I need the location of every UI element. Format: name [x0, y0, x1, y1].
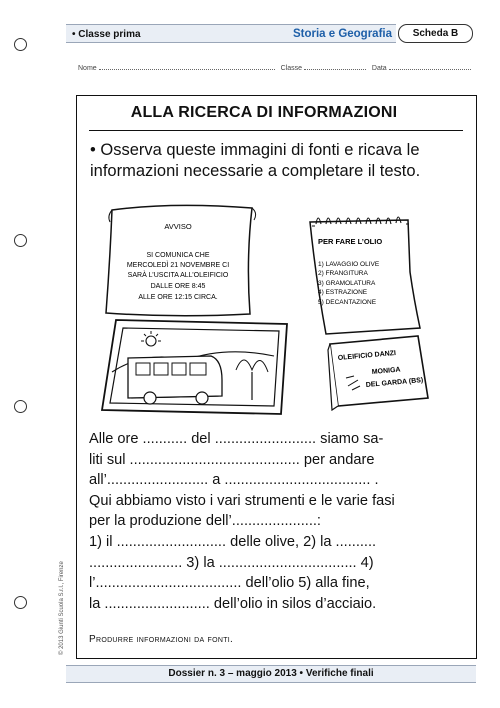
notice-line: SARÀ L’USCITA ALL’OLEIFICIO — [127, 272, 229, 279]
notice-line: MERCOLEDÌ 21 NOVEMBRE CI — [126, 262, 230, 269]
notice-line: DALLE ORE 8:45 — [150, 283, 206, 290]
notice-poster — [106, 205, 256, 315]
ticket-mill-name: OLEIFICIO DANZI — [337, 349, 397, 362]
name-label: Nome — [78, 65, 97, 72]
ticket-town: MONIGA — [371, 366, 401, 376]
worksheet-title: ALLA RICERCA DI INFORMAZIONI — [130, 104, 398, 121]
source-images — [76, 200, 477, 422]
exercise-line: all’......................... a .................................... . — [89, 472, 379, 489]
exercise-line: Alle ore ........... del ......................... siamo sa- — [89, 431, 384, 447]
ticket-place: DEL GARDA (BS) — [365, 377, 424, 389]
date-label: Data — [371, 65, 387, 72]
name-field[interactable] — [99, 63, 275, 70]
date-field[interactable] — [389, 63, 471, 70]
copyright-notice: © 2013 Giunti Scuola S.r.l., Firenze — [59, 561, 65, 655]
fill-in-exercise — [89, 429, 471, 614]
exercise-line: l’.................................... dell’olio 5) alla fine, — [89, 575, 370, 592]
learning-objective: Produrre informazioni da fonti. — [89, 634, 234, 645]
exercise-line: per la produzione dell’.....................: — [89, 513, 321, 530]
notebook-step: 3) GRAMOLATURA — [318, 280, 376, 287]
notebook-step: 1) LAVAGGIO OLIVE — [318, 261, 380, 268]
class-field[interactable] — [304, 63, 366, 70]
bus-photo — [102, 320, 287, 414]
notebook-step: 5) DECANTAZIONE — [318, 299, 377, 306]
notice-heading: AVVISO — [164, 222, 192, 231]
binder-hole-3 — [14, 400, 27, 413]
instruction-text: • Osserva queste immagini di fonti e ricava le informazioni necessarie a completare il testo. — [90, 141, 421, 180]
exercise-line: Qui abbiamo visto i vari strumenti e le varie fasi — [89, 492, 395, 509]
notebook-heading: PER FARE L’OLIO — [318, 237, 383, 246]
title-divider — [89, 130, 463, 131]
binder-hole-1 — [14, 38, 27, 51]
notice-line: SI COMUNICA CHE — [146, 252, 210, 259]
subject-label: Storia e Geografia — [261, 24, 396, 43]
class-field-label: Classe — [280, 65, 302, 72]
exercise-line: 1) il ........................... delle olive, 2) la .......... — [89, 533, 377, 550]
notebook-step: 2) FRANGITURA — [318, 270, 368, 277]
class-label: • Classe prima — [66, 24, 261, 43]
footer-bar: Dossier n. 3 – maggio 2013 • Verifiche finali — [66, 665, 476, 683]
student-info-line — [78, 63, 478, 72]
sheet-tab: Scheda B — [398, 24, 473, 43]
notice-line: ALLE ORE 12:15 CIRCA. — [138, 294, 218, 301]
notebook-page — [310, 217, 420, 334]
oil-mill-ticket — [328, 336, 428, 410]
exercise-line: ....................... 3) la .................................. 4) — [89, 554, 374, 571]
binder-hole-2 — [14, 234, 27, 247]
exercise-line: liti sul .......................................... per andare — [89, 451, 375, 468]
notebook-step: 4) ESTRAZIONE — [318, 289, 368, 296]
binder-hole-4 — [14, 596, 27, 609]
exercise-line: la .......................... dell’olio in silos d’acciaio. — [89, 595, 377, 612]
